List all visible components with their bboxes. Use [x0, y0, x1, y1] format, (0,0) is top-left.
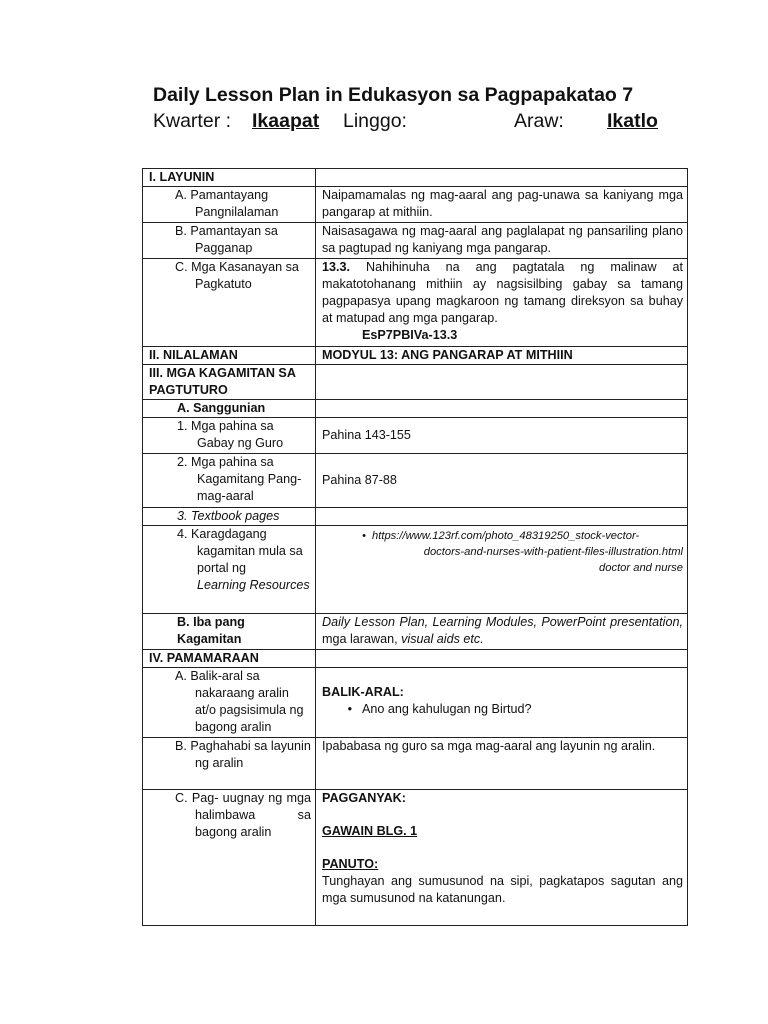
url-line-3: doctor and nurse: [599, 562, 683, 574]
karagdagang-value: [316, 526, 688, 614]
paghahabi-label: B. Paghahabi sa layunin ng aralin: [143, 738, 316, 790]
kwarter-label: Kwarter :: [153, 110, 232, 132]
balik-bullet: Ano ang kahulugan ng Birtud?: [362, 702, 532, 716]
kasanayan-label: C. Mga Kasanayan sa Pagkatuto: [143, 259, 316, 347]
pag-uugnay-label: C. Pag- uugnay ng mga halimbawa sa bagong aralin: [143, 790, 316, 926]
paghahabi-value: Ipababasa ng guro sa mga mag-aaral ang layunin ng aralin.: [316, 738, 688, 790]
pagganap-label: B. Pamantayan sa Pagganap: [143, 223, 316, 259]
linggo-label: Linggo:: [343, 110, 407, 132]
pagganap-value: Naisasagawa ng mag-aaral ang paglalapat ng pansariling plano sa pagtupad ng kaniyang mga pangarap.: [316, 223, 688, 259]
karagdagang-label: 4. Karagdagang kagamitan mula sa portal ng Learning Resources: [143, 526, 316, 614]
balik-label: A. Balik-aral sa nakaraang aralin at/o pagsisimula ng bagong aralin: [143, 668, 316, 738]
balik-cell: BALIK-ARAL: • Ano ang kahulugan ng Birtud?: [316, 668, 688, 738]
kwarter-value: Ikaapat: [252, 110, 320, 132]
iba-label: B. Iba pang Kagamitan: [143, 614, 316, 650]
araw-label: Araw:: [514, 110, 564, 132]
panuto-value: Tunghayan ang sumusunod na sipi, pagkatapos sagutan ang mga sumusunod na katanungan.: [322, 874, 683, 905]
empty-cell: [316, 508, 688, 526]
kagamitang-value: Pahina 87-88: [316, 454, 688, 508]
kasanayan-number: 13.3.: [322, 260, 351, 274]
iba-value: Daily Lesson Plan, Learning Modules, PowerPoint presentation, mga larawan, visual aids etc.: [316, 614, 688, 650]
kasanayan-cell: [316, 259, 688, 347]
empty-cell: [316, 400, 688, 418]
textbook-label: 3. Textbook pages: [143, 508, 316, 526]
panuto-heading: PANUTO:: [322, 857, 379, 871]
gawain-heading: GAWAIN BLG. 1: [322, 824, 418, 838]
url-line-2: doctors-and-nurses-with-patient-files-illustration.html: [423, 546, 683, 558]
section-layunin: I. LAYUNIN: [143, 169, 316, 187]
sanggunian-label: A. Sanggunian: [143, 400, 316, 418]
pamantayang-label: A. Pamantayang Pangnilalaman: [143, 187, 316, 223]
nilalaman-value: MODYUL 13: ANG PANGARAP AT MITHIIN: [316, 347, 688, 365]
pamantayang-value: Naipamamalas ng mag-aaral ang pag-unawa sa kaniyang mga pangarap at mithiin.: [316, 187, 688, 223]
nilalaman-label: II. NILALAMAN: [143, 347, 316, 365]
pagganyak-heading: PAGGANYAK:: [322, 791, 406, 805]
pag-uugnay-cell: [316, 790, 688, 926]
empty-cell: [316, 169, 688, 187]
lesson-plan-table: [142, 168, 688, 926]
gabay-label: 1. Mga pahina sa Gabay ng Guro: [143, 418, 316, 454]
kasanayan-code: EsP7PBIVa-13.3: [362, 328, 458, 342]
araw-value: Ikatlo: [607, 110, 658, 132]
kagamitan-label: III. MGA KAGAMITAN SA PAGTUTURO: [143, 365, 316, 400]
page-title: Daily Lesson Plan in Edukasyon sa Pagpapakatao 7: [153, 84, 634, 106]
empty-cell: [316, 650, 688, 668]
empty-cell: [316, 365, 688, 400]
gabay-value: Pahina 143-155: [316, 418, 688, 454]
balik-heading: BALIK-ARAL:: [322, 685, 404, 699]
url-line-1: • https://www.123rf.com/photo_48319250_stock-vector-: [362, 530, 640, 542]
kagamitang-label: 2. Mga pahina sa Kagamitang Pang- mag-aaral: [143, 454, 316, 508]
kasanayan-value: Nahihinuha na ang pagtatala ng malinaw at makatotohanang mithiin ay nagsisilbing gabay sa tamang pagpapasya upang magkaroon ng tamang direksyon sa buhay at matupad ang mga pangarap.: [322, 260, 684, 325]
pamamaraan-label: IV. PAMAMARAAN: [143, 650, 316, 668]
